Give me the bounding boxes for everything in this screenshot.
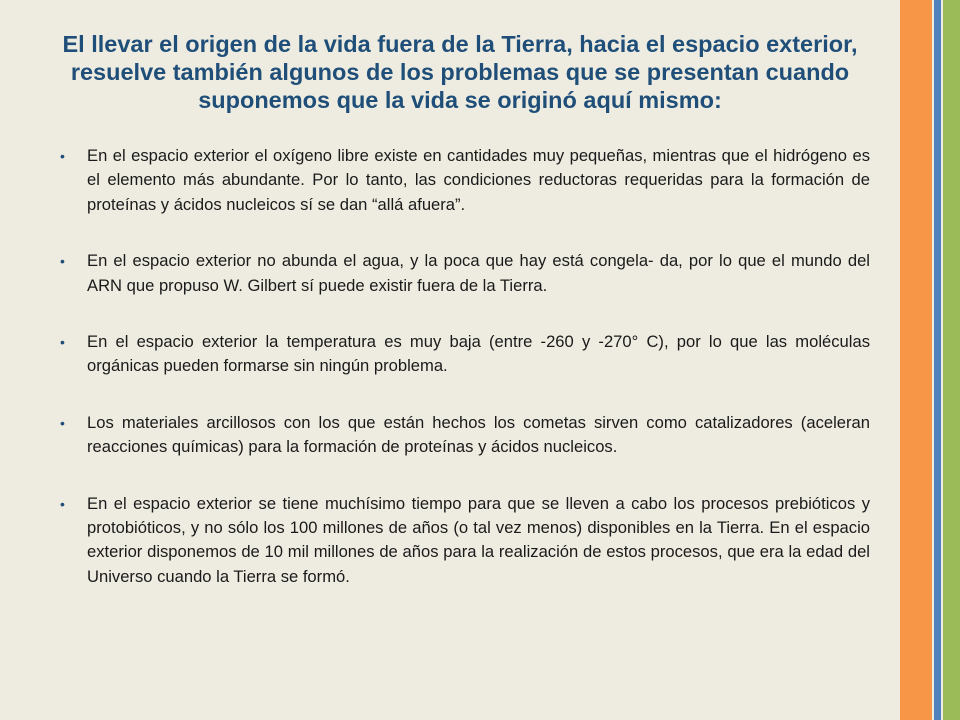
bullet-text: En el espacio exterior se tiene muchísimo tiempo para que se lleven a cabo los procesos prebióticos y protobióticos, y no sólo los 100 millones de años (o tal vez menos) disponibles en la Tierra. En el espacio exterior disponemos de 10 mil millones de años para la realización de estos procesos, que era la edad del Universo cuando la Tierra se formó. [87,493,870,586]
bullet-text: Los materiales arcillosos con los que están hechos los cometas sirven como catalizadores (aceleran reacciones químicas) para la formación de proteínas y ácidos nucleicos. [87,412,870,457]
bullet-item [60,411,870,460]
bullet-dot-icon: • [60,148,65,164]
bullet-list [60,144,870,621]
bullet-text: En el espacio exterior no abunda el agua, y la poca que hay está congela- da, por lo que el mundo del ARN que propuso W. Gilbert sí puede existir fuera de la Tierra. [87,251,870,295]
blue-stripe [934,0,941,720]
bullet-item [60,144,870,217]
bullet-dot-icon: • [60,334,65,351]
bullet-dot-icon: • [60,414,65,431]
bullet-item [60,330,870,379]
bullet-item [60,249,870,298]
bullet-item [60,492,870,590]
bullet-dot-icon: • [60,253,65,270]
decorative-stripes [900,0,960,720]
slide-title: El llevar el origen de la vida fuera de la Tierra, hacia el espacio exterior, resuelve también algunos de los problemas que se presentan cuando suponemos que la vida se originó aquí mismo: [62,31,858,113]
bullet-dot-icon: • [60,495,65,512]
bullet-text: En el espacio exterior la temperatura es muy baja (entre -260 y -270° C), por lo que las moléculas orgánicas pueden formarse sin ningún problema. [87,332,870,376]
bullet-text: En el espacio exterior el oxígeno libre existe en cantidades muy pequeñas, mientras que el hidrógeno es el elemento más abundante. Por lo tanto, las condiciones reductoras requeridas para la formación de proteínas y ácidos nucleicos sí se dan “allá afuera”. [87,146,870,214]
green-stripe [943,0,960,720]
orange-stripe [900,0,932,720]
